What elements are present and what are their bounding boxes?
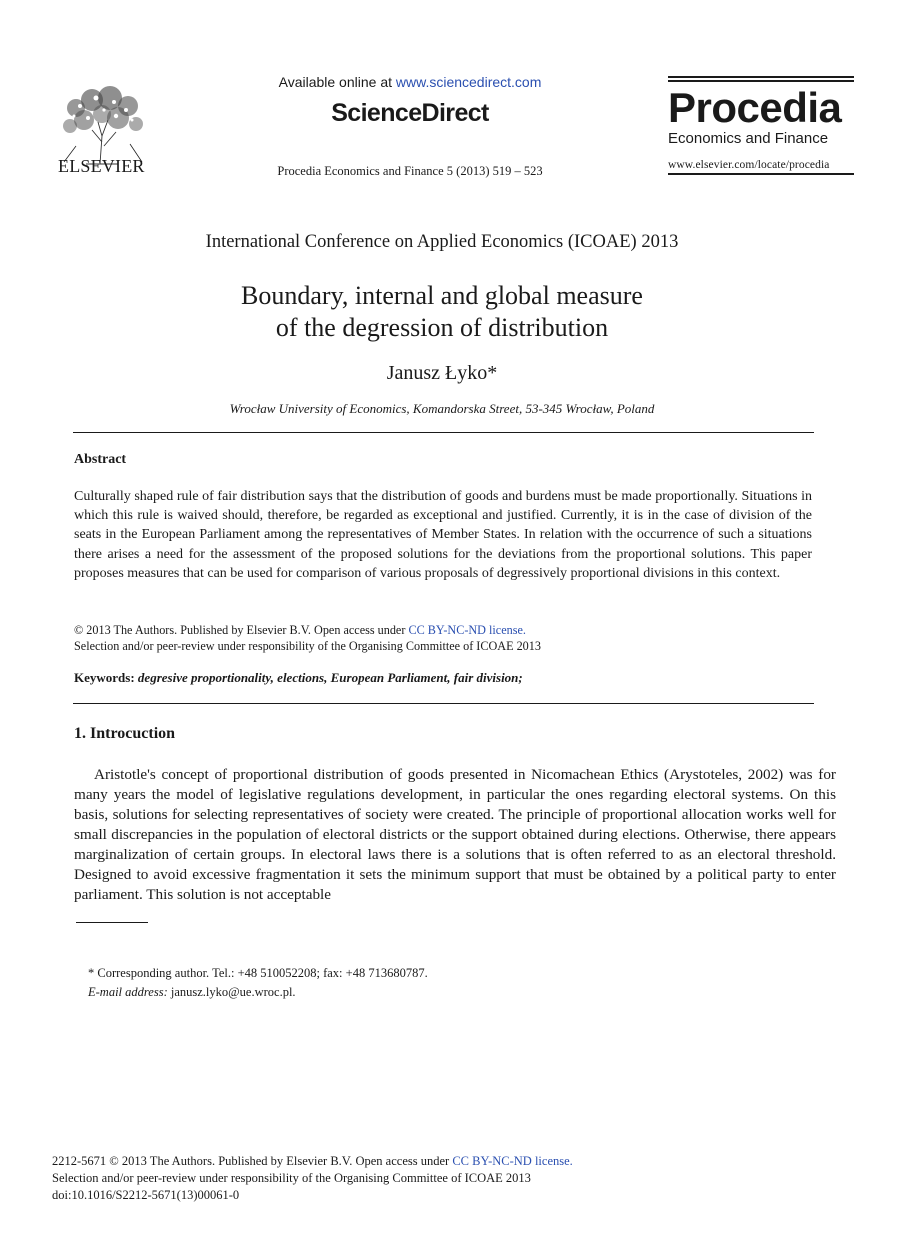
sciencedirect-link[interactable]: www.sciencedirect.com [395, 74, 542, 90]
introduction-paragraph: Aristotle's concept of proportional distribution of goods presented in Nicomachean Ethics (Arystoteles, 2002) was for many years the model of legislative regulations development, in particular the ones regarding electoral systems. On this basis, solutions for selecting representatives of society were created. The principle of proportional allocation works well for small discrepancies in the population of electoral districts or the support obtained during elections. Otherwise, there appears marginalization of certain groups. In electoral laws there is a solutions that is often referred to as an electoral threshold. Designed to avoid excessive fragmentation it sets the minimum support that must be obtained by a political party to enter parliament. This solution is not acceptable [74, 766, 836, 903]
abstract-bottom-rule [73, 703, 814, 704]
sciencedirect-logo: ScienceDirect [331, 99, 489, 127]
keywords-line [74, 670, 523, 686]
corresponding-author-note: * Corresponding author. Tel.: +48 510052208; fax: +48 713680787. [88, 966, 428, 980]
author-affiliation: Wrocław University of Economics, Komandorska Street, 53-345 Wrocław, Poland [229, 401, 655, 416]
procedia-logo-box [668, 76, 854, 175]
procedia-top-rule [668, 76, 854, 78]
journal-reference: Procedia Economics and Finance 5 (2013) 519 – 523 [277, 164, 543, 178]
abstract-copyright [74, 622, 814, 654]
introduction-heading: 1. Introcuction [74, 725, 176, 742]
procedia-url[interactable]: www.elsevier.com/locate/procedia [668, 159, 830, 171]
copyright-text: © 2013 The Authors. Published by Elsevier B.V. Open access under [74, 623, 409, 637]
email-note [88, 985, 296, 1000]
article-title-line-2: of the degression of distribution [275, 313, 609, 342]
elsevier-logo-text: ELSEVIER [58, 156, 145, 176]
keywords-value: degresive proportionality, elections, European Parliament, fair division; [137, 670, 523, 685]
procedia-bottom-rule [668, 173, 854, 175]
abstract-top-rule [73, 432, 814, 433]
footer-doi: doi:10.1016/S2212-5671(13)00061-0 [52, 1188, 240, 1202]
procedia-subtitle: Economics and Finance [668, 130, 829, 147]
article-title-line-1: Boundary, internal and global measure [241, 281, 643, 310]
footer-issn-line [52, 1154, 573, 1169]
procedia-top-rule-2 [668, 80, 854, 82]
peer-review-line: Selection and/or peer-review under responsibility of the Organising Committee of ICOAE 2013 [74, 639, 541, 653]
footer-peer-review: Selection and/or peer-review under responsibility of the Organising Committee of ICOAE 2013 [52, 1171, 531, 1185]
keywords-label: Keywords: [74, 670, 135, 685]
available-online-text: Available online at [278, 74, 396, 90]
copyright-line [74, 622, 814, 638]
abstract-body: Culturally shaped rule of fair distribution says that the distribution of goods and burdens must be made proportionally. Situations in which this rule is waived should, therefore, be regarded as exceptional and justified. Currently, it is in the case of division of the seats in the European Parliament among the representatives of Member States. In relation with the occurrence of such a situations there arises a need for the assessment of the proposed solutions for the deviations from the proportional solutions. This paper proposes measures that can be used for comparison of various proposals of degressively proportional divisions in this context. [74, 489, 812, 581]
footer-license-link[interactable]: CC BY-NC-ND license. [452, 1154, 573, 1168]
procedia-title: Procedia [668, 84, 842, 131]
author-name: Janusz Łyko* [386, 362, 498, 384]
email-value[interactable]: janusz.lyko@ue.wroc.pl. [167, 985, 296, 999]
footer-issn-text: 2212-5671 © 2013 The Authors. Published by Elsevier B.V. Open access under [52, 1154, 453, 1168]
footnote-rule [76, 922, 148, 923]
conference-name: International Conference on Applied Economics (ICOAE) 2013 [205, 232, 679, 252]
license-link[interactable]: CC BY-NC-ND license. [408, 623, 526, 637]
abstract-heading: Abstract [74, 452, 127, 467]
email-label: E-mail address: [88, 985, 168, 999]
available-online-line [250, 74, 570, 90]
article-title [0, 280, 884, 344]
introduction-body [74, 765, 836, 905]
